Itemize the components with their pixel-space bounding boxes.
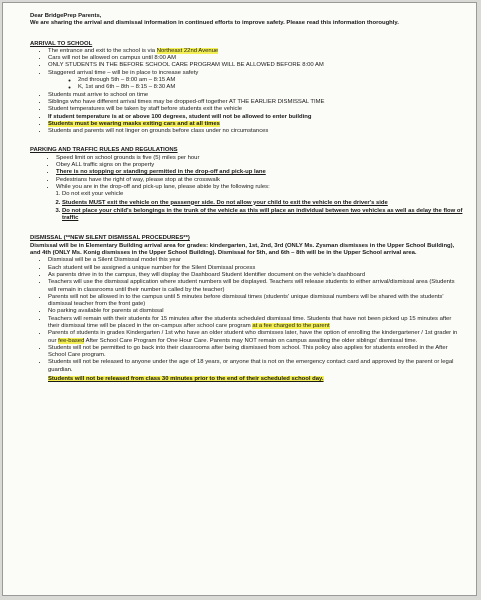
list-item: • Teachers will use the dismissal application where student numbers will be displayed. Teachers will release students to either arrival/dismissal area (Students will remain in classrooms until their number is called by the teacher) [48, 279, 464, 294]
highlighted-text: at a fee charged to the parent [252, 322, 330, 329]
dismissal-intro: Dismissal will be in Elementary Building arrival area for grades: kindergarten, 1st, 2nd, 3rd (ONLY Ms. Zysman dismisses in the Upper School Building), and 4th (ONLY Ms. Konig dismisses in the Upper School Building). Dismissal for 5th, and 6th – 8th will be in the Upper School arrival area. [30, 242, 455, 257]
list-item: • While you are in the drop-off and pick-up lane, please abide by the following rules: [56, 184, 464, 191]
arrival-list [30, 48, 464, 136]
list-item: • There is no stopping or standing permitted in the drop-off and pick-up lane [56, 169, 464, 176]
highlighted-text: Northeast 22nd Avenue [156, 47, 219, 54]
list-item: ◦ K, 1st and 6th – 8th – 8:15 – 8:30 AM [78, 84, 464, 91]
lane-rules-list [30, 191, 464, 222]
intro-paragraph: We are sharing the arrival and dismissal information in continued efforts to improve safety. Please read this information thoroughly. [30, 20, 399, 27]
list-item: • Students will not be permitted to go back into their classrooms after being dismissed from school. This policy also applies for students enrolled in the After School Care program. [48, 345, 464, 360]
list-item: • Students must arrive to school on time [48, 92, 464, 99]
list-item: 2. Students MUST exit the vehicle on the passenger side. Do not allow your child to exit the vehicle on the driver's side [62, 200, 464, 207]
list-item: • Staggered arrival time – will be in place to increase safety ◦ 2nd through 5th – 8:00 am – 8:15 AM ◦ K, 1st and 6th – 8th – 8:15 – 8:30 AM [48, 70, 464, 92]
parking-section-title: PARKING AND TRAFFIC RULES AND REGULATIONS [30, 147, 178, 154]
list-item: • As parents drive in to the campus, they will display the Dashboard Student Identifier document on the vehicle's dashboard [48, 272, 464, 279]
list-item: 3. Do not place your child's belongings in the trunk of the vehicle as this will place an individual between two vehicles as well as delay the flow of traffic [62, 208, 464, 223]
highlighted-text: Students must be wearing masks exiting cars and at all times [48, 120, 220, 127]
letter-page [2, 2, 477, 596]
list-item: 1. Do not exit your vehicle [62, 191, 464, 198]
list-item: • Obey ALL traffic signs on the property [56, 162, 464, 169]
list-item: • Students and parents will not linger on grounds before class under no circumstances [48, 128, 464, 135]
list-item: • Teachers will remain with their students for 15 minutes after the students scheduled dismissal time. Students that have not been picked up 15 minutes after their dismissal time will be placed in the on-campus after school care program at a fee charged to the parent [48, 316, 464, 331]
highlighted-text: fee-based [58, 337, 85, 344]
list-item: • No parking available for parents at dismissal [48, 308, 464, 315]
list-item: • Cars will not be allowed on campus until 8:00 AM [48, 55, 464, 62]
greeting: Dear BridgePrep Parents, [30, 13, 102, 19]
list-item: • If student temperature is at or above 100 degrees, student will not be allowed to enter building [48, 114, 464, 121]
final-notice-wrap [30, 376, 464, 383]
list-item: • Pedestrians have the right of way, please stop at the crosswalk [56, 177, 464, 184]
list-item: • Students will not be released to anyone under the age of 18 years, or anyone that is not on the emergency contact card and approved by the parent or legal guardian. [48, 359, 464, 374]
list-item: • Each student will be assigned a unique number for the Silent Dismissal process [48, 265, 464, 272]
final-notice: Students will not be released from class 30 minutes prior to the end of their scheduled school day. [48, 376, 324, 383]
parking-list [30, 155, 464, 191]
list-item: • Speed limit on school grounds is five (5) miles per hour [56, 155, 464, 162]
list-item: • The entrance and exit to the school is via Northeast 22nd Avenue [48, 48, 464, 55]
list-item: • ONLY STUDENTS IN THE BEFORE SCHOOL CARE PROGRAM WILL BE ALLOWED BEFORE 8:00 AM [48, 62, 464, 69]
list-item: • Parents of students in grades Kindergarten / 1st who have an older student who dismisses later, have the option of enrolling the kindergartener / 1st grader in our fee-based After School Care Program for One Hour Care. Parents may NOT remain on campus awaiting the older siblings' dismissal time. [48, 330, 464, 345]
dismissal-list [30, 257, 464, 374]
list-item [48, 121, 464, 128]
list-item: • Dismissal will be a Silent Dismissal model this year [48, 257, 464, 264]
list-item: ◦ 2nd through 5th – 8:00 am – 8:15 AM [78, 77, 464, 84]
list-item: • Parents will not be allowed in to the campus until 5 minutes before dismissal times (students' unique dismissal numbers will be shared with the students' dismissal teacher from the front gate) [48, 294, 464, 309]
arrival-section-title: ARRIVAL TO SCHOOL [30, 40, 93, 47]
list-item: • Student temperatures will be taken by staff before students exit the vehicle [48, 106, 464, 113]
arrival-time-list [48, 77, 464, 92]
list-item: • Siblings who have different arrival times may be dropped-off together AT THE EARLIER DISMISSAL TIME [48, 99, 464, 106]
dismissal-section-title: DISMISSAL (**NEW SILENT DISMISSAL PROCEDURES**) [30, 235, 190, 242]
